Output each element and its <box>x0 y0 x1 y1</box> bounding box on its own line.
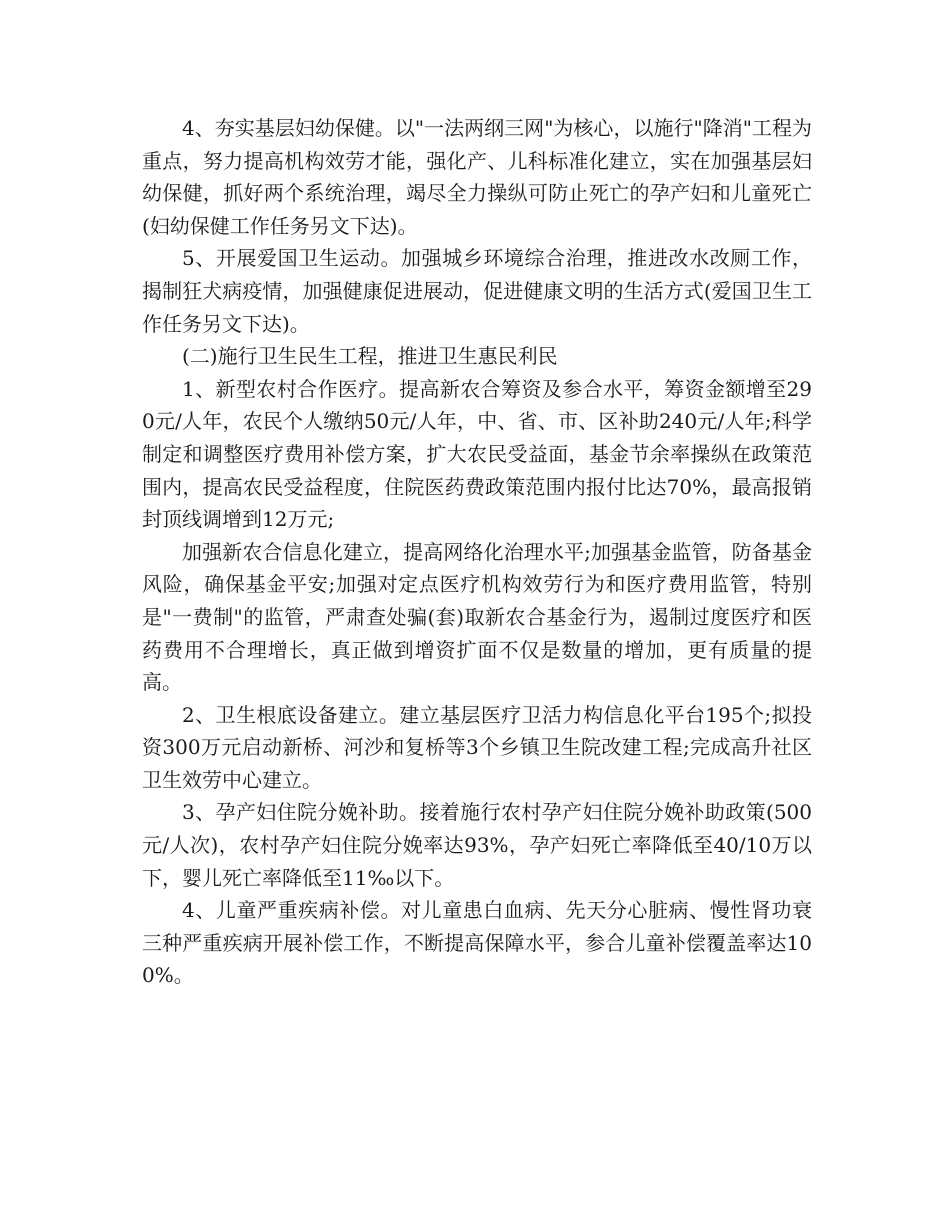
paragraph-child-disease-compensation: 4、儿童严重疾病补偿。对儿童患白血病、先天分心脏病、慢性肾功衰三种严重疾病开展补偿工作，不断提高保障水平，参合儿童补偿覆盖率达100%。 <box>142 898 812 988</box>
paragraph-infrastructure: 2、卫生根底设备建立。建立基层医疗卫活力构信息化平台195个;拟投资300万元启动新桥、河沙和复桥等3个乡镇卫生院改建工程;完成高升社区卫生效劳中心建立。 <box>142 702 812 792</box>
paragraph-rural-cooperative-medical: 1、新型农村合作医疗。提高新农合筹资及参合水平，筹资金额增至290元/人年，农民个人缴纳50元/人年，中、省、市、区补助240元/人年;科学制定和调整医疗费用补偿方案，扩大农民受益面，基金节余率操纵在政策范围内，提高农民受益程度，住院医药费政策范围内报付比达70%，最高报销封顶线调增到12万元; <box>142 376 812 532</box>
paragraph-maternal-child-health: 4、夯实基层妇幼保健。以"一法两纲三网"为核心，以施行"降消"工程为重点，努力提高机构效劳才能，强化产、儿科标准化建立，实在加强基层妇幼保健，抓好两个系统治理，竭尽全力操纵可防止死亡的孕产妇和儿童死亡(妇幼保健工作任务另文下达)。 <box>142 116 812 238</box>
paragraph-fund-supervision: 加强新农合信息化建立，提高网络化治理水平;加强基金监管，防备基金风险，确保基金平安;加强对定点医疗机构效劳行为和医疗费用监管，特别是"一费制"的监管，严肃查处骗(套)取新农合基金行为，遏制过度医疗和医药费用不合理增长，真正做到增资扩面不仅是数量的增加，更有质量的提高。 <box>142 539 812 695</box>
paragraph-patriotic-health-campaign: 5、开展爱国卫生运动。加强城乡环境综合治理，推进改水改厕工作，揭制狂犬病疫情，加强健康促进展动，促进健康文明的生活方式(爱国卫生工作任务另文下达)。 <box>142 246 812 336</box>
section-heading-livelihood-projects: (二)施行卫生民生工程，推进卫生惠民利民 <box>182 344 558 369</box>
document-body <box>142 112 812 992</box>
paragraph-delivery-subsidy: 3、孕产妇住院分娩补助。接着施行农村孕产妇住院分娩补助政策(500元/人次)，农村孕产妇住院分娩率达93%，孕产妇死亡率降低至40/10万以下，婴儿死亡率降低至11‰以下。 <box>142 800 812 890</box>
